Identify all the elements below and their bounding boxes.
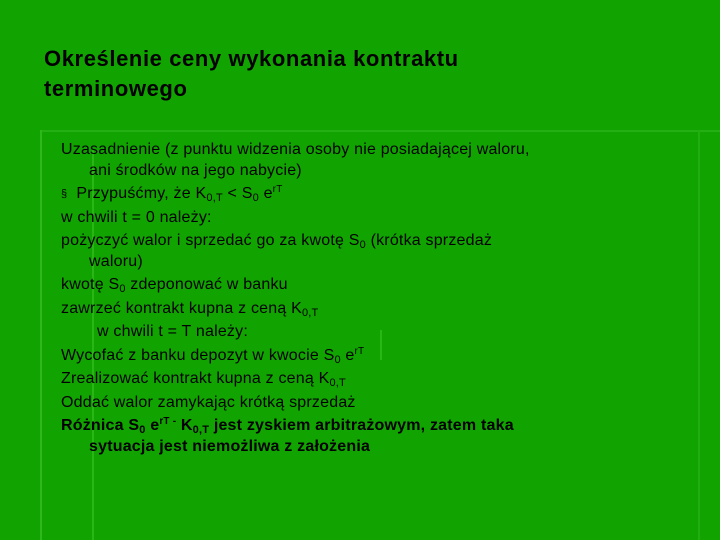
deposit-tail: zdeponować w banku [125,276,288,293]
borrow-text: pożyczyć walor i sprzedać go za kwotę S [61,232,360,249]
bullet-icon: § [61,188,68,200]
assumption-sub-s: 0 [252,192,259,204]
paragraph-withdraw [61,346,661,367]
paragraph-t0: w chwili t = 0 należy: [61,208,212,226]
paragraph-justification [61,140,661,181]
justification-line-1: Uzasadnienie (z punktu widzenia osoby nie posiadającej waloru, [61,141,530,158]
borrow-line-2: waloru) [89,252,143,270]
paragraph-execute [61,369,661,390]
assumption-sup-rt: rT [272,184,283,195]
difference-e: e [145,417,160,434]
difference-line-2: sytuacja jest niemożliwa z założenia [89,437,371,455]
assumption-lt: < S [222,185,253,202]
paragraph-tT: w chwili t = T należy: [97,323,248,340]
borrow-sub: 0 [359,239,366,251]
contract-text: zawrzeć kontrakt kupna z ceną K [61,299,302,317]
slide-title [44,44,684,104]
withdraw-sub: 0 [334,353,341,366]
slide-content [61,140,661,460]
difference-sub-s: 0 [139,424,146,436]
title-line-2: terminowego [44,76,188,101]
withdraw-sup: rT [354,345,365,357]
paragraph-contract [61,299,661,320]
difference-tail: jest zyskiem arbitrażowym, zatem taka [209,417,514,434]
assumption-sub-k: 0,T [206,192,223,204]
borrow-tail: (krótka sprzedaż [365,232,493,249]
paragraph-difference [61,416,661,457]
justification-line-2: ani środków na jego nabycie) [89,161,302,179]
decor-line-right [698,130,700,540]
bullet-assumption [61,184,661,205]
decor-line-left [40,130,42,540]
execute-text: Zrealizować kontrakt kupna z ceną K [61,370,330,387]
difference-text: Różnica S [61,417,140,434]
contract-sub: 0,T [301,306,319,319]
decor-line-top [42,130,720,132]
paragraph-return: Oddać walor zamykając krótką sprzedaż [61,393,356,411]
difference-sub-k: 0,T [192,424,210,436]
assumption-text: Przypuśćmy, że K [76,185,207,202]
paragraph-borrow [61,231,661,272]
paragraph-deposit [61,275,661,296]
execute-sub: 0,T [329,377,346,389]
difference-k: K [176,417,193,434]
title-line-1: Określenie ceny wykonania kontraktu [44,46,459,71]
withdraw-e: e [340,346,355,364]
deposit-sub: 0 [119,283,126,295]
difference-sup: rT - [159,416,177,427]
deposit-text: kwotę S [61,276,120,293]
withdraw-text: Wycofać z banku depozyt w kwocie S [61,346,335,364]
assumption-e: e [258,185,273,202]
